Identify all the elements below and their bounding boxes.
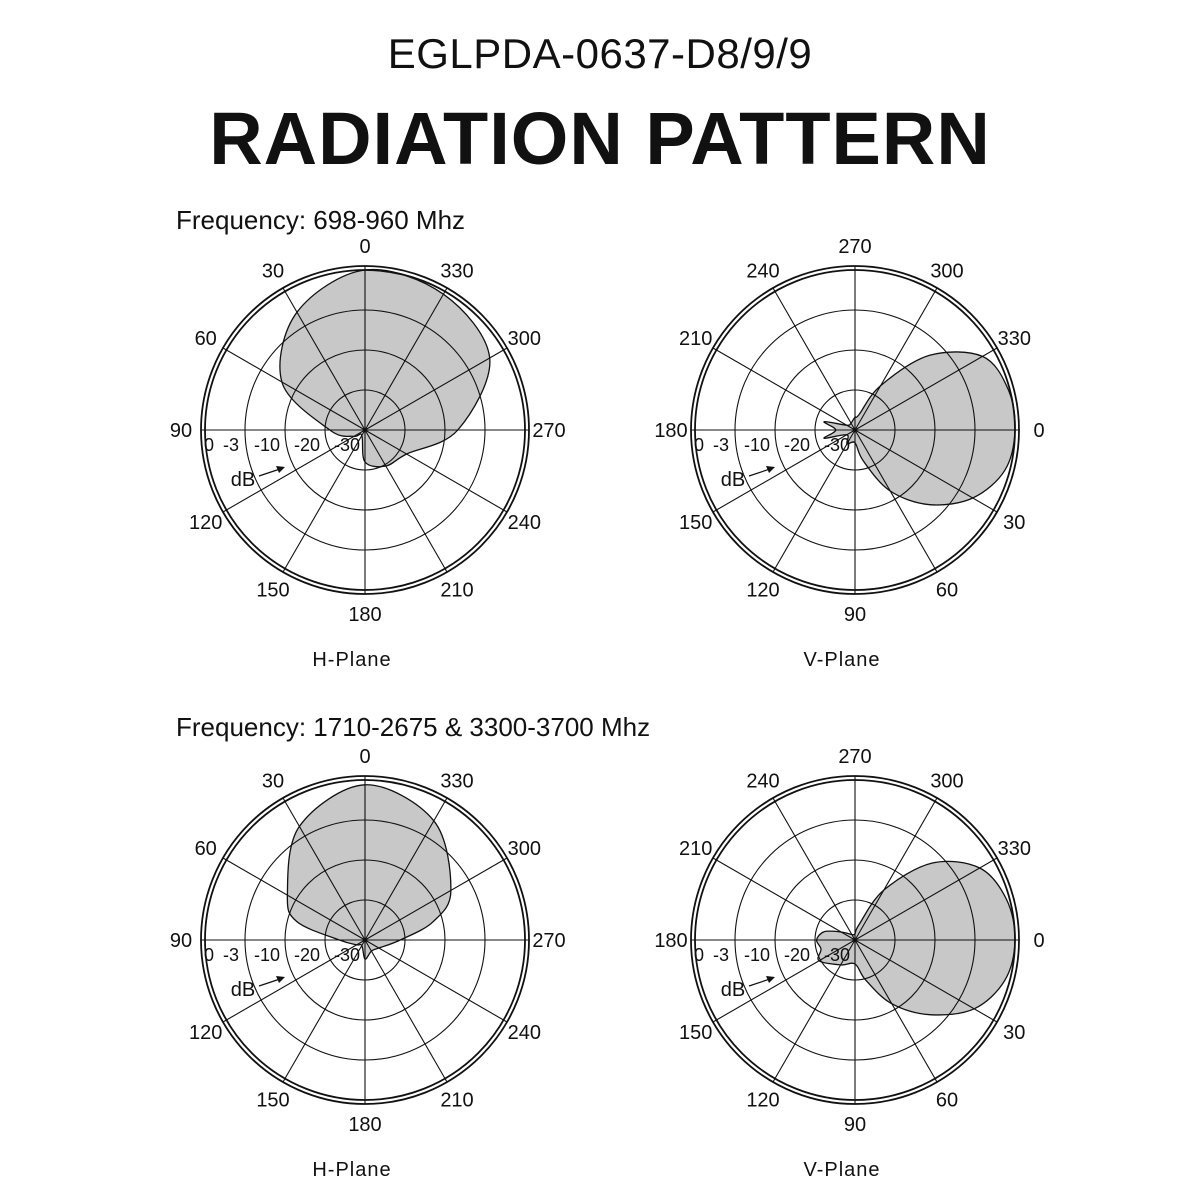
db-ring-label: 0 [203,435,215,455]
db-ring-label: -3 [222,945,240,965]
db-ring-label: -3 [222,435,240,455]
db-ring-label: -30 [333,435,361,455]
db-ring-label: -20 [783,435,811,455]
radial-gridline [713,858,855,940]
db-unit-label: dB [230,469,256,491]
db-unit-label: dB [720,979,746,1001]
angle-tick-label: 0 [1033,930,1045,952]
angle-tick-label: 0 [1033,420,1045,442]
angle-tick-label: 120 [746,1089,780,1112]
radial-gridline [713,348,855,430]
v-plane-chart-high-band [650,740,1070,1190]
radial-gridline [365,940,507,1022]
angle-tick-label: 240 [746,260,780,283]
angle-tick-label: 120 [189,512,223,534]
angle-tick-label: 90 [843,604,867,626]
angle-tick-label: 120 [746,579,780,602]
db-unit-label: dB [720,469,746,491]
angle-tick-label: 150 [679,1022,713,1044]
angle-tick-label: 240 [507,1022,541,1044]
angle-tick-label: 240 [746,770,780,793]
plane-label: V-Plane [803,1159,881,1181]
angle-tick-label: 0 [359,746,371,768]
angle-tick-label: 30 [1003,1022,1026,1044]
angle-tick-label: 180 [654,930,688,952]
angle-tick-label: 150 [256,1089,290,1112]
db-ring-label: -10 [253,945,281,965]
radial-gridline [365,940,447,1082]
plane-label: V-Plane [803,649,881,671]
angle-tick-label: 90 [843,1114,867,1136]
h-plane-chart-high-band [160,740,580,1190]
angle-tick-label: 60 [935,1089,959,1112]
page-title: RADIATION PATTERN [209,97,991,180]
angle-tick-label: 150 [256,579,290,602]
db-ring-label: -20 [783,945,811,965]
angle-tick-label: 210 [679,328,713,350]
angle-tick-label: 330 [997,838,1031,860]
db-ring-label: -3 [712,945,730,965]
angle-tick-label: 180 [654,420,688,442]
frequency-label-low-band: Frequency: 698-960 Mhz [176,205,466,235]
angle-tick-label: 300 [507,328,541,350]
angle-tick-label: 330 [440,260,474,283]
db-ring-label: -20 [293,435,321,455]
angle-tick-label: 210 [440,579,474,602]
angle-tick-label: 30 [261,770,285,793]
angle-tick-label: 180 [348,604,382,626]
db-ring-label: -30 [823,945,851,965]
angle-tick-label: 270 [532,420,566,442]
db-ring-label: -20 [293,945,321,965]
h-plane-chart-low-band [160,230,580,680]
db-unit-label: dB [230,979,256,1001]
angle-tick-label: 270 [838,236,872,258]
angle-tick-label: 30 [261,260,285,283]
db-ring-label: -30 [823,435,851,455]
angle-tick-label: 210 [440,1089,474,1112]
angle-tick-label: 0 [359,236,371,258]
frequency-label-high-band: Frequency: 1710-2675 & 3300-3700 Mhz [176,712,651,742]
angle-tick-label: 60 [194,328,217,350]
angle-tick-label: 90 [169,420,193,442]
angle-tick-label: 330 [440,770,474,793]
db-ring-label: -10 [743,435,771,455]
angle-tick-label: 120 [189,1022,223,1044]
angle-tick-label: 210 [679,838,713,860]
model-number: EGLPDA-0637-D8/9/9 [387,30,813,77]
db-ring-label: 0 [693,435,705,455]
db-ring-label: -30 [333,945,361,965]
angle-tick-label: 330 [997,328,1031,350]
db-ring-label: -3 [712,435,730,455]
angle-tick-label: 300 [930,770,964,793]
angle-tick-label: 90 [169,930,193,952]
angle-tick-label: 300 [930,260,964,283]
plane-label: H-Plane [312,649,392,671]
angle-tick-label: 60 [194,838,217,860]
angle-tick-label: 270 [532,930,566,952]
angle-tick-label: 270 [838,746,872,768]
plane-label: H-Plane [312,1159,392,1181]
angle-tick-label: 240 [507,512,541,534]
db-ring-label: -10 [253,435,281,455]
angle-tick-label: 60 [935,579,959,602]
angle-tick-label: 150 [679,512,713,534]
db-ring-label: 0 [693,945,705,965]
db-ring-label: -10 [743,945,771,965]
db-ring-label: 0 [203,945,215,965]
angle-tick-label: 30 [1003,512,1026,534]
angle-tick-label: 180 [348,1114,382,1136]
v-plane-chart-low-band [650,230,1070,680]
radial-gridline [773,288,855,430]
angle-tick-label: 300 [507,838,541,860]
radial-gridline [773,798,855,940]
